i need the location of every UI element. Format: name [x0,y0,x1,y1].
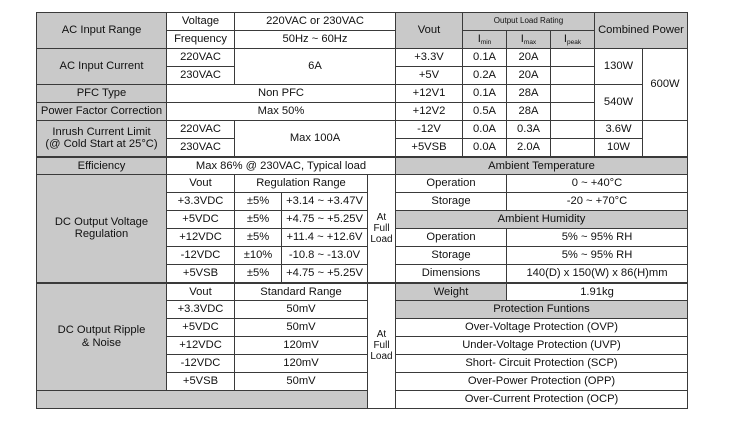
combined-540w: 540W [595,85,643,121]
humidity-operation-value: 5% ~ 95% RH [507,229,688,247]
ripple-vout-header: Vout [167,283,235,301]
ripple-vout: +5VDC [167,319,235,337]
out-ipeak [551,139,595,157]
reg-pct: ±5% [235,211,282,229]
voltage-value: 220VAC or 230VAC [235,13,396,31]
out-imin: 0.2A [463,67,507,85]
weight-value: 1.91kg [507,283,688,301]
humidity-operation-label: Operation [396,229,507,247]
ripple-value: 50mV [235,301,368,319]
combined-130w: 130W [595,49,643,85]
out-ipeak [551,103,595,121]
efficiency-value: Max 86% @ 230VAC, Typical load [167,157,396,175]
reg-vout: +5VSB [167,265,235,283]
protection-item: Over-Current Protection (OCP) [396,391,688,409]
out-vout: +5VSB [396,139,463,157]
ripple-value: 50mV [235,373,368,391]
out-imax: 28A [507,103,551,121]
ripple-label: DC Output Ripple & Noise [37,283,167,391]
regulation-label: DC Output Voltage Regulation [37,175,167,283]
out-imax: 0.3A [507,121,551,139]
imax-header: $I_{max}$ [507,31,551,49]
temp-storage-value: -20 ~ +70°C [507,193,688,211]
out-imax: 28A [507,85,551,103]
pfc-type-label: PFC Type [37,85,167,103]
temp-operation-value: 0 ~ +40°C [507,175,688,193]
reg-range: -10.8 ~ -13.0V [282,247,368,265]
reg-pct: ±5% [235,193,282,211]
reg-vout: +3.3VDC [167,193,235,211]
dimensions-label: Dimensions [396,265,507,283]
ripple-footer-blank [37,391,368,409]
ripple-range-header: Standard Range [235,283,368,301]
temp-operation-label: Operation [396,175,507,193]
ac-input-range-label: AC Input Range [37,13,167,49]
psu-spec-table [36,12,688,409]
ripple-vout: +12VDC [167,337,235,355]
out-ipeak [551,67,595,85]
output-vout-header: Vout [396,13,463,49]
frequency-value: 50Hz ~ 60Hz [235,31,396,49]
out-vout: +5V [396,67,463,85]
ambient-temp-header: Ambient Temperature [396,157,688,175]
out-imax: 2.0A [507,139,551,157]
out-imin: 0.5A [463,103,507,121]
imin-header: $I_{min}$ [463,31,507,49]
combined-600w: 600W [643,49,688,121]
output-load-rating-header: Output Load Rating [463,13,595,31]
ripple-vout: -12VDC [167,355,235,373]
out-vout: +3.3V [396,49,463,67]
ac-current-value: 6A [235,49,396,85]
inrush-v1: 220VAC [167,121,235,139]
combined-3-6w: 3.6W [595,121,643,139]
voltage-label: Voltage [167,13,235,31]
inrush-label: Inrush Current Limit (@ Cold Start at 25°C) [37,121,167,157]
out-imin: 0.0A [463,121,507,139]
efficiency-label: Efficiency [37,157,167,175]
protection-item: Under-Voltage Protection (UVP) [396,337,688,355]
combined-empty [643,121,688,157]
reg-at-full-load: At Full Load [368,175,396,283]
out-imax: 20A [507,67,551,85]
out-ipeak [551,49,595,67]
out-vout: +12V2 [396,103,463,121]
inrush-value: Max 100A [235,121,396,157]
reg-range: +3.14 ~ +3.47V [282,193,368,211]
weight-label: Weight [396,283,507,301]
ripple-at-full-load: At Full Load [368,283,396,409]
out-imin: 0.1A [463,85,507,103]
out-vout: -12V [396,121,463,139]
reg-vout: -12VDC [167,247,235,265]
ipeak-header: $I_{peak}$ [551,31,595,49]
out-imax: 20A [507,49,551,67]
ambient-humidity-header: Ambient Humidity [396,211,688,229]
humidity-storage-value: 5% ~ 95% RH [507,247,688,265]
reg-range: +4.75 ~ +5.25V [282,265,368,283]
temp-storage-label: Storage [396,193,507,211]
ripple-vout: +3.3VDC [167,301,235,319]
ripple-value: 120mV [235,355,368,373]
ripple-value: 120mV [235,337,368,355]
combined-10w: 10W [595,139,643,157]
power-factor-value: Max 50% [167,103,396,121]
protection-header: Protection Funtions [396,301,688,319]
dimensions-value: 140(D) x 150(W) x 86(H)mm [507,265,688,283]
combined-power-header: Combined Power [595,13,688,49]
ac-input-current-label: AC Input Current [37,49,167,85]
protection-item: Over-Voltage Protection (OVP) [396,319,688,337]
protection-item: Over-Power Protection (OPP) [396,373,688,391]
reg-pct: ±5% [235,229,282,247]
out-vout: +12V1 [396,85,463,103]
ripple-value: 50mV [235,319,368,337]
reg-vout: +12VDC [167,229,235,247]
humidity-storage-label: Storage [396,247,507,265]
reg-vout-header: Vout [167,175,235,193]
reg-vout: +5VDC [167,211,235,229]
ripple-vout: +5VSB [167,373,235,391]
reg-range: +4.75 ~ +5.25V [282,211,368,229]
out-imin: 0.1A [463,49,507,67]
out-imin: 0.0A [463,139,507,157]
protection-item: Short- Circuit Protection (SCP) [396,355,688,373]
ac-current-v1: 220VAC [167,49,235,67]
inrush-v2: 230VAC [167,139,235,157]
ac-current-v2: 230VAC [167,67,235,85]
out-ipeak [551,121,595,139]
reg-range: +11.4 ~ +12.6V [282,229,368,247]
out-ipeak [551,85,595,103]
frequency-label: Frequency [167,31,235,49]
reg-range-header: Regulation Range [235,175,368,193]
reg-pct: ±5% [235,265,282,283]
power-factor-label: Power Factor Correction [37,103,167,121]
pfc-type-value: Non PFC [167,85,396,103]
reg-pct: ±10% [235,247,282,265]
